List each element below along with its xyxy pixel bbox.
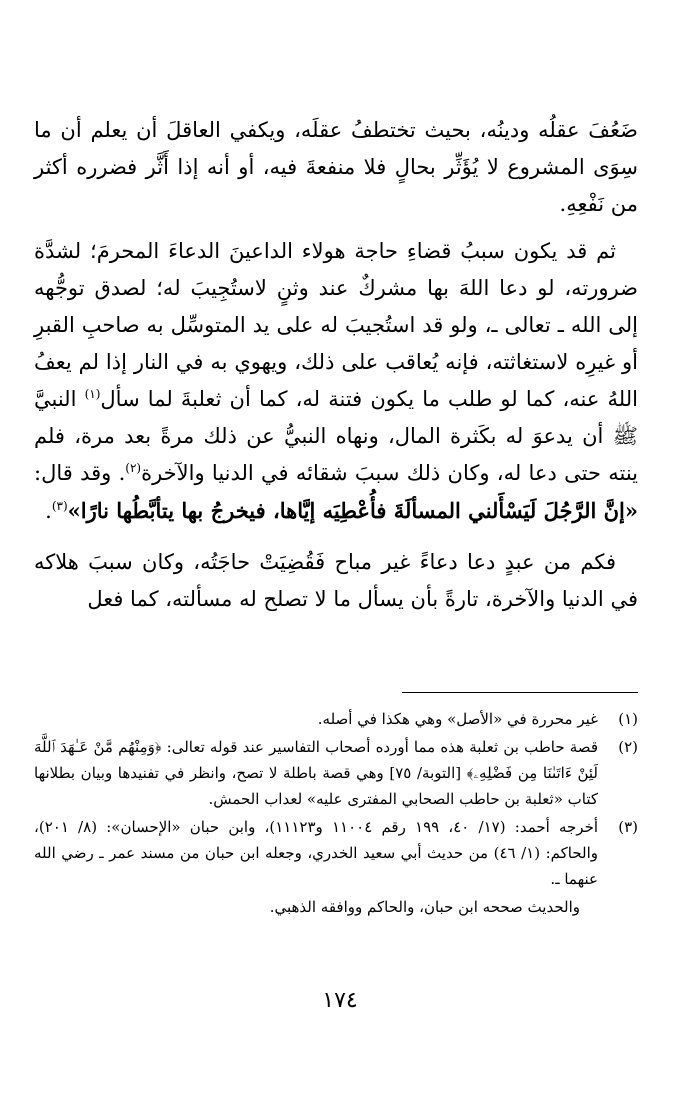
paragraph-2 [34,233,638,530]
footnote-ref-3[interactable]: (٣) [51,499,68,513]
footnote-text: أخرجه أحمد: (١٧/ ٤٠، ١٩٩ رقم ١١٠٠٤ و١١١٢٣)، وابن حبان «الإحسان»: (٨/ ٢٠١)، والحاكم: (١/ ٤٦) من حديث أبي سعيد الخدري، وجعله ابن حبان من مسند عمر ـ رضي الله عنهما ـ. [34,818,599,888]
footnote-ref-1[interactable]: (١) [84,387,101,401]
footnote-number: (١) [618,710,638,728]
footnote-number: (٣) [618,818,638,836]
paragraph-2-text-4: . [45,499,52,523]
paragraph-3 [34,544,638,618]
paragraph-2-text-3: . وقد قال: [34,461,126,485]
paragraph-2-text-1: ثم قد يكون سببُ قضاءِ حاجة هولاء الداعينَ الدعاءَ المحرمَ؛ لشدَّة ضرورته، لو دعا اللهَ بها مشركٌ عند وثنٍ لاستُجِيبَ له؛ لصدق توجُّهه إلى الله ـ تعالى ـ، ولو قد استُجيبَ له على يد المتوسِّل به صاحبِ القبرِ أو غيرِه لاستغاثته، فإنه يُعاقب على ذلك، ويهوي به في النار إذا لم يعفُ اللهُ عنه، كما لو طلب ما يكون فتنة له، كما أن ثعلبةَ لما سأل [34,239,638,411]
footnote-number: (٢) [618,738,638,756]
page-number: ١٧٤ [322,988,358,1013]
footnote-text: غير محررة في «الأصل» وهي هكذا في أصله. [317,710,598,728]
paragraph-2-text-2: النبيَّ ﷺ أن يدعوَ له بكَثرة المال، ونهاه النبيُّ عن ذلك مرةً بعد مرة، فلم ينته حتى دعا له، وكان ذلك سببَ شقائه في الدنيا والآخرة [34,387,639,485]
footnote-3 [34,814,638,892]
footnote-1 [34,706,638,732]
footnotes [34,706,638,920]
paragraph-3-text: فكم من عبدٍ دعا دعاءً غير مباح فَقُضِيَتْ حاجَتُه، وكان سببَ هلاكه في الدنيا والآخرة، تارةً بأن يسأل ما لا تصلح له مسألته، كما فعل [34,550,638,611]
main-text [34,112,638,618]
footnote-3-extra: والحديث صححه ابن حبان، والحاكم ووافقه الذهبي. [269,898,580,916]
paragraph-1: ضَعُفَ عقلُه ودينُه، بحيث تختطفُ عقلَه، ويكفي العاقلَ أن يعلم أن ما سِوَى المشروع لا يُؤَثِّر بحالٍ فلا منفعةَ فيه، أو أنه إذا أَثَّر فضرره أكثر من نَفْعِهِ. [34,118,638,216]
hadith-quote: «إنَّ الرَّجُلَ لَيَسْأَلني المسألَةَ فأُعْطِيَه إيَّاها، فيخرجُ بها يتأبَّطُها نارًا» [67,498,638,523]
footnote-ref-2[interactable]: (٢) [125,461,142,475]
footnote-text: قصة حاطب بن ثعلبة هذه مما أورده أصحاب التفاسير عند قوله تعالى: ﴿وَمِنْهُم مَّنْ عَـٰهَدَ ٱللَّهَ لَئِنْ ءَاتَىٰنَا مِن فَضْلِهِۦ﴾ [التوبة/ ٧٥] وهي قصة باطلة لا تصح، وانظر في تفنيدها وبيان بطلانها كتاب «ثعلبة بن حاطب الصحابي المفترى عليه» لعداب الحمش. [34,738,598,808]
footnote-divider [402,692,638,693]
footnote-2 [34,734,638,812]
